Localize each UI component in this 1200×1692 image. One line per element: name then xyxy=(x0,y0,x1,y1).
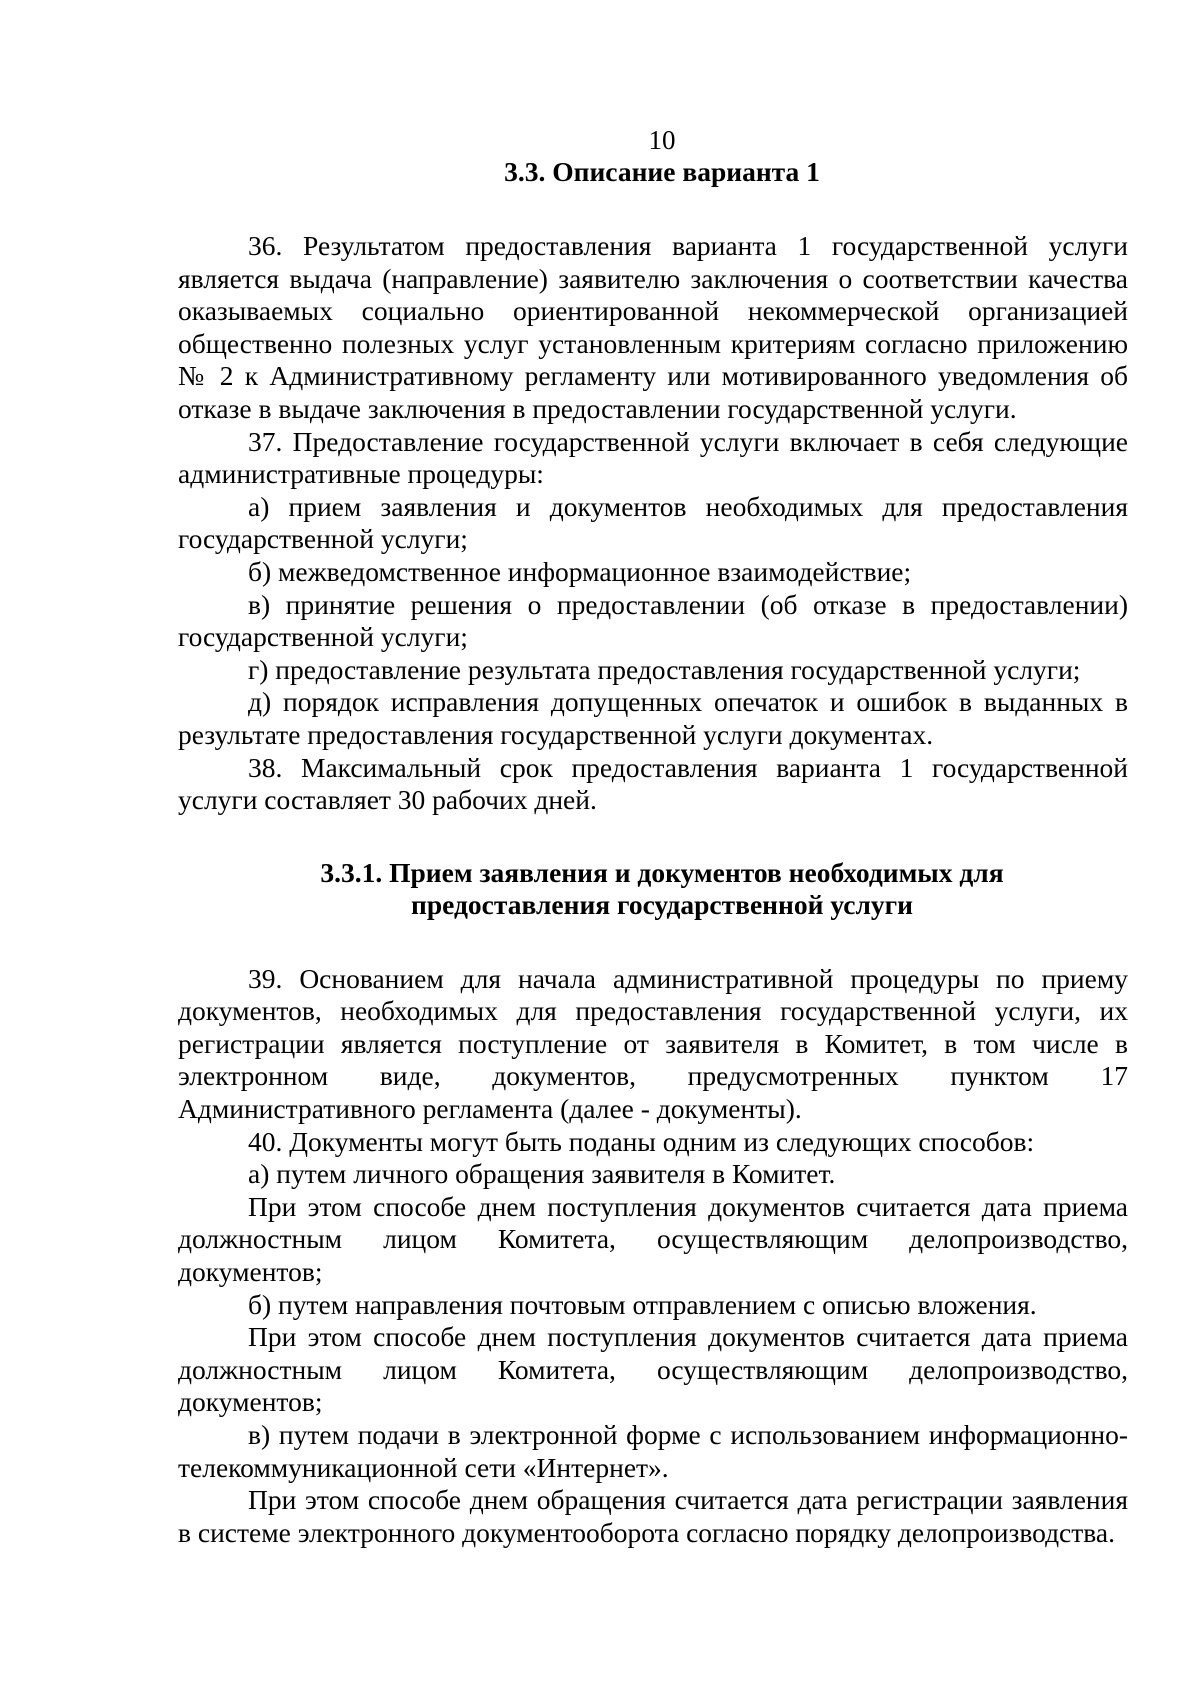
paragraph-40: 40. Документы могут быть поданы одним из следующих способов: xyxy=(248,1125,1035,1157)
method-v-note: При этом способе днем обращения считается дата регистрации заявления в системе электронного документооборота согласно порядку делопроизводства. xyxy=(178,1484,1128,1548)
method-b-note: При этом способе днем поступления документов считается дата приема должностным лицом Комитета, осуществляющим делопроизводство, документов; xyxy=(178,1321,1128,1418)
page-content xyxy=(178,124,1128,1549)
paragraph-37: 37. Предоставление государственной услуги включает в себя следующие административные процедуры: xyxy=(178,425,1128,490)
subsection-heading-line-1: 3.3.1. Прием заявления и документов необходимых для xyxy=(320,856,1004,888)
list-item-d: д) порядок исправления допущенных опечаток и ошибок в выданных в результате предоставления государственной услуги документах. xyxy=(178,686,1128,750)
paragraph-39: 39. Основанием для начала административной процедуры по приему документов, необходимых для предоставления государственной услуги, их регистрации является поступление от заявителя в Комитет, в том числе в электронном виде, документов, предусмотренных пунктом 17 Административного регламента (далее - документы). xyxy=(178,962,1128,1125)
method-v: в) путем подачи в электронной форме с использованием информационно-телекоммуникационной сети «Интернет». xyxy=(178,1419,1128,1483)
list-item-b: б) межведомственное информационное взаимодействие; xyxy=(248,555,912,587)
subsection-heading-line-2: предоставления государственной услуги xyxy=(411,888,913,920)
list-item-a: а) прием заявления и документов необходимых для предоставления государственной услуги; xyxy=(178,490,1128,555)
list-item-v: в) принятие решения о предоставлении (об отказе в предоставлении) государственной услуги; xyxy=(178,588,1128,653)
page-number: 10 xyxy=(648,125,676,155)
method-a-note: При этом способе днем поступления документов считается дата приема должностным лицом Комитета, осуществляющим делопроизводство, документов; xyxy=(178,1190,1128,1288)
list-item-g: г) предоставление результата предоставления государственной услуги; xyxy=(248,653,1081,685)
section-body xyxy=(178,230,1128,817)
subsection-heading xyxy=(178,857,1128,921)
paragraph-36: 36. Результатом предоставления варианта 1 государственной услуги является выдача (направление) заявителю заключения о соответствии качества оказываемых социально ориентированной некоммерческой организацией общественно полезных услуг установленным критериям согласно приложению № 2 к Административному регламенту или мотивированного уведомления об отказе в выдаче заключения в предоставлении государственной услуги. xyxy=(178,230,1128,424)
section-heading: 3.3. Описание варианта 1 xyxy=(504,156,820,187)
method-b: б) путем направления почтовым отправлением с описью вложения. xyxy=(248,1288,1037,1320)
method-a: а) путем личного обращения заявителя в Комитет. xyxy=(248,1158,836,1190)
paragraph-38: 38. Максимальный срок предоставления варианта 1 государственной услуги составляет 30 рабочих дней. xyxy=(178,751,1128,816)
subsection-body xyxy=(178,963,1128,1550)
